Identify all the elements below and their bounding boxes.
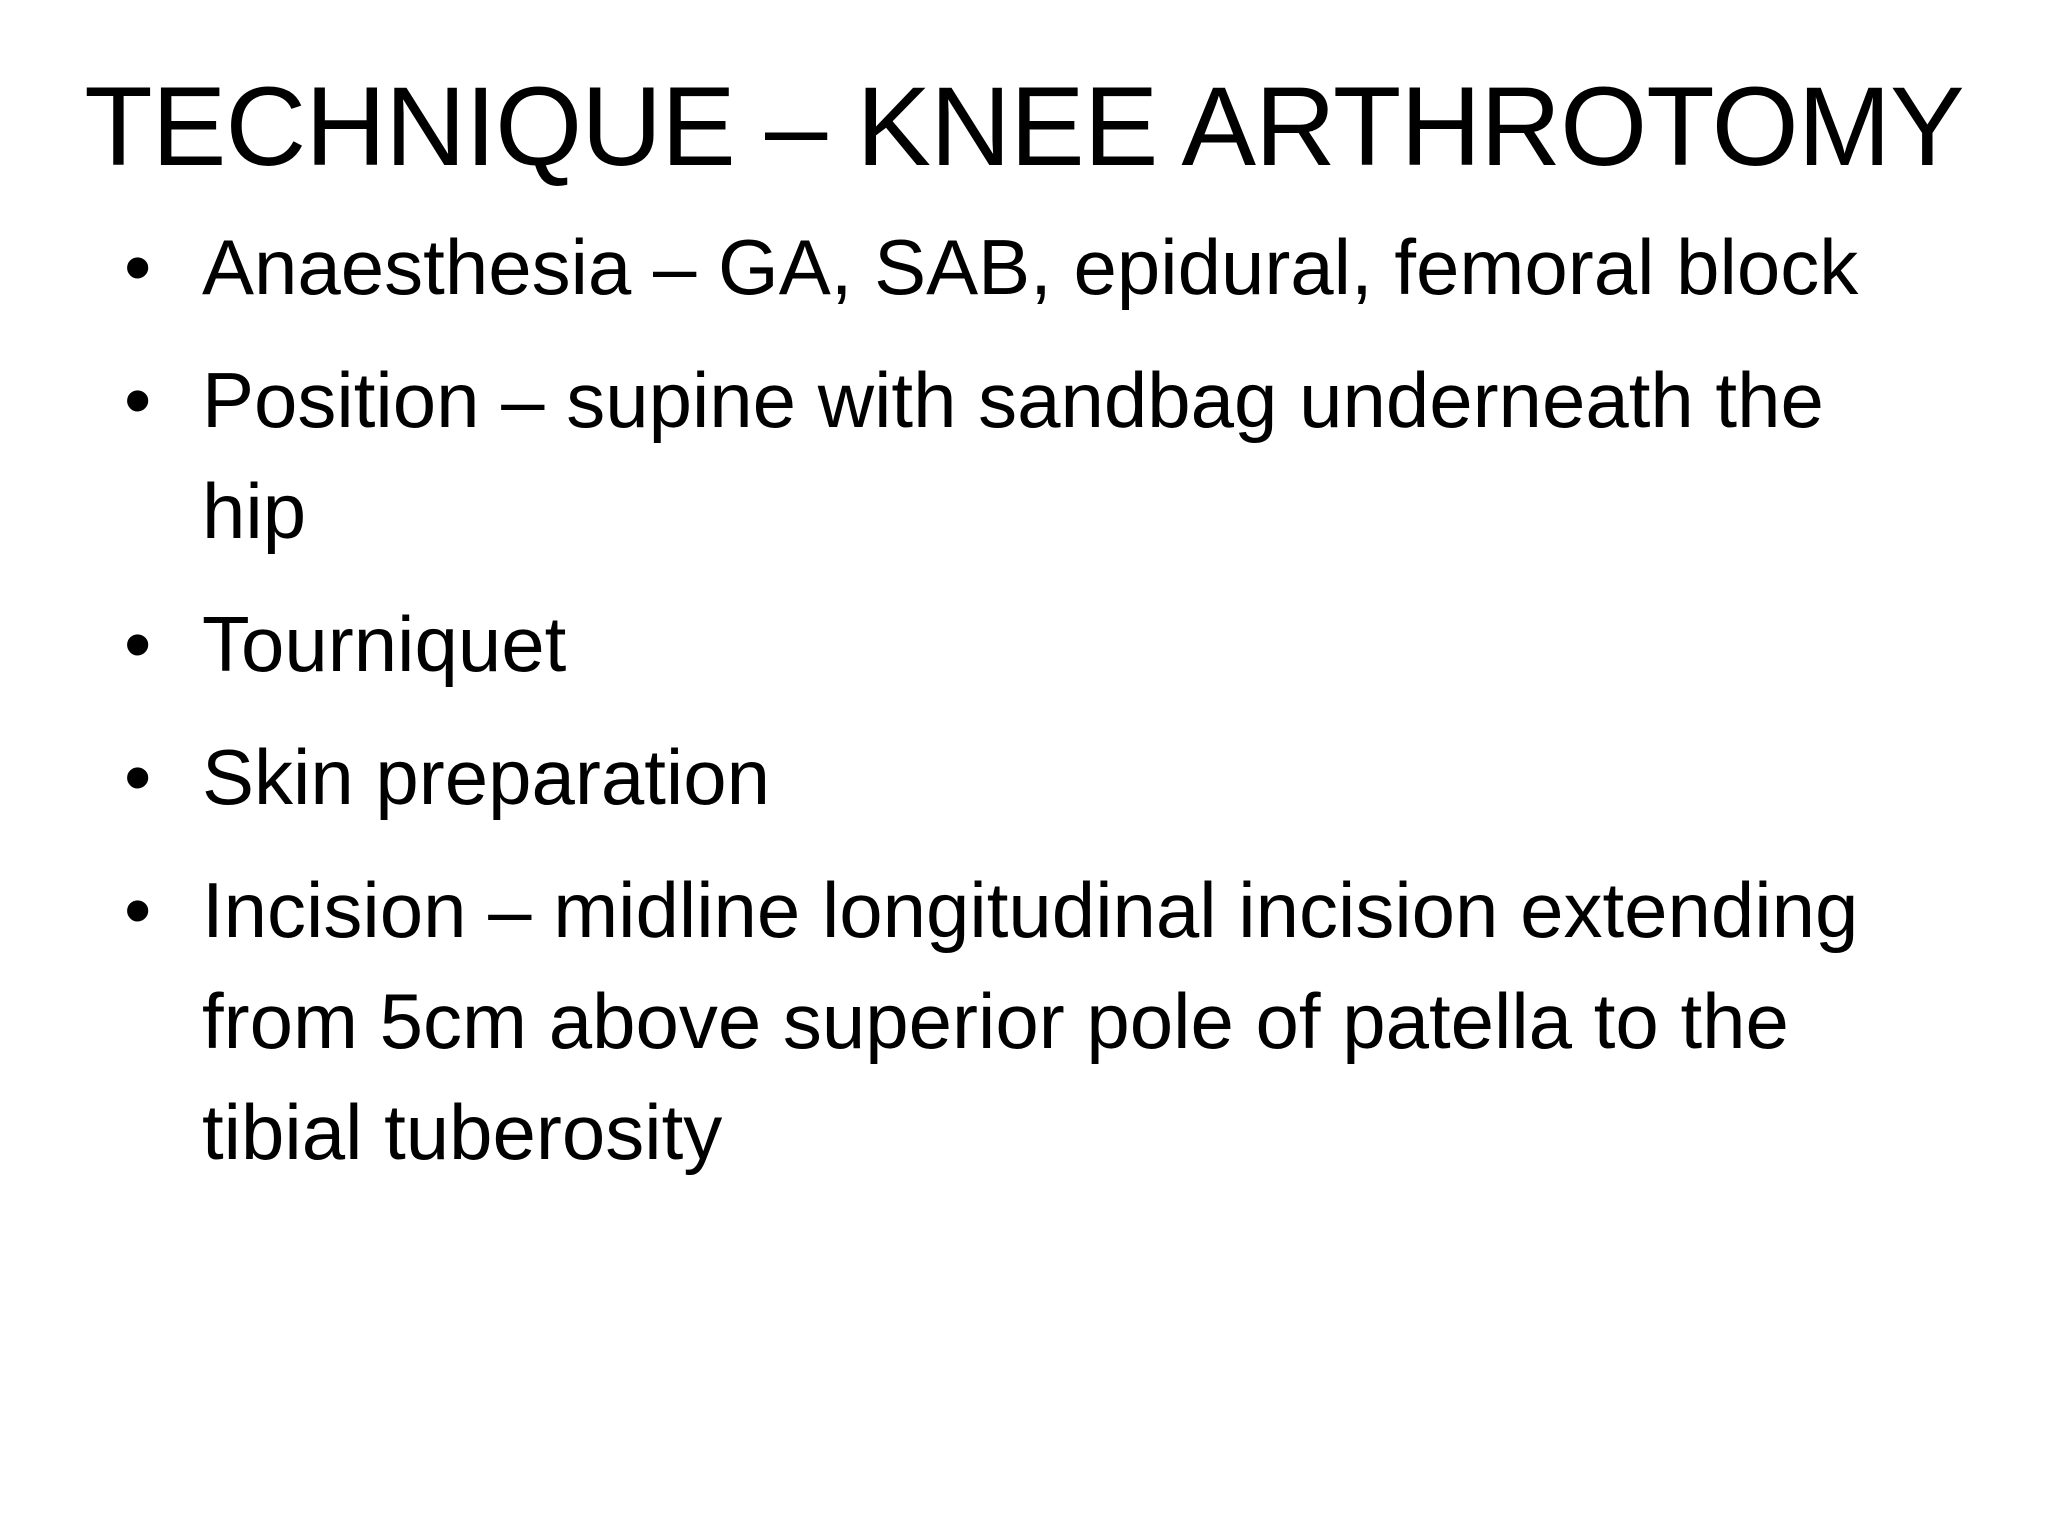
bullet-text: Skin preparation bbox=[202, 733, 771, 821]
bullet-item-skin-preparation bbox=[124, 722, 1864, 833]
bullet-item-tourniquet bbox=[124, 589, 1864, 700]
bullet-dot-icon: • bbox=[124, 866, 152, 954]
bullet-dot-icon: • bbox=[124, 356, 152, 444]
bullet-text: Anaesthesia – GA, SAB, epidural, femoral block bbox=[202, 223, 1859, 311]
bullet-item-anaesthesia bbox=[124, 212, 1864, 323]
bullet-text: Tourniquet bbox=[202, 600, 567, 688]
bullet-text: Position – supine with sandbag underneath the hip bbox=[202, 356, 1824, 555]
bullet-text: Incision – midline longitudinal incision extending from 5cm above superior pole of patella to the tibial tuberosity bbox=[202, 866, 1859, 1176]
bullet-dot-icon: • bbox=[124, 223, 152, 311]
bullet-item-incision bbox=[124, 855, 1864, 1188]
bullet-dot-icon: • bbox=[124, 600, 152, 688]
slide-title: TECHNIQUE – KNEE ARTHROTOMY bbox=[84, 64, 1964, 189]
bullet-item-position bbox=[124, 345, 1864, 567]
bullet-list bbox=[124, 212, 1864, 1210]
bullet-dot-icon: • bbox=[124, 733, 152, 821]
